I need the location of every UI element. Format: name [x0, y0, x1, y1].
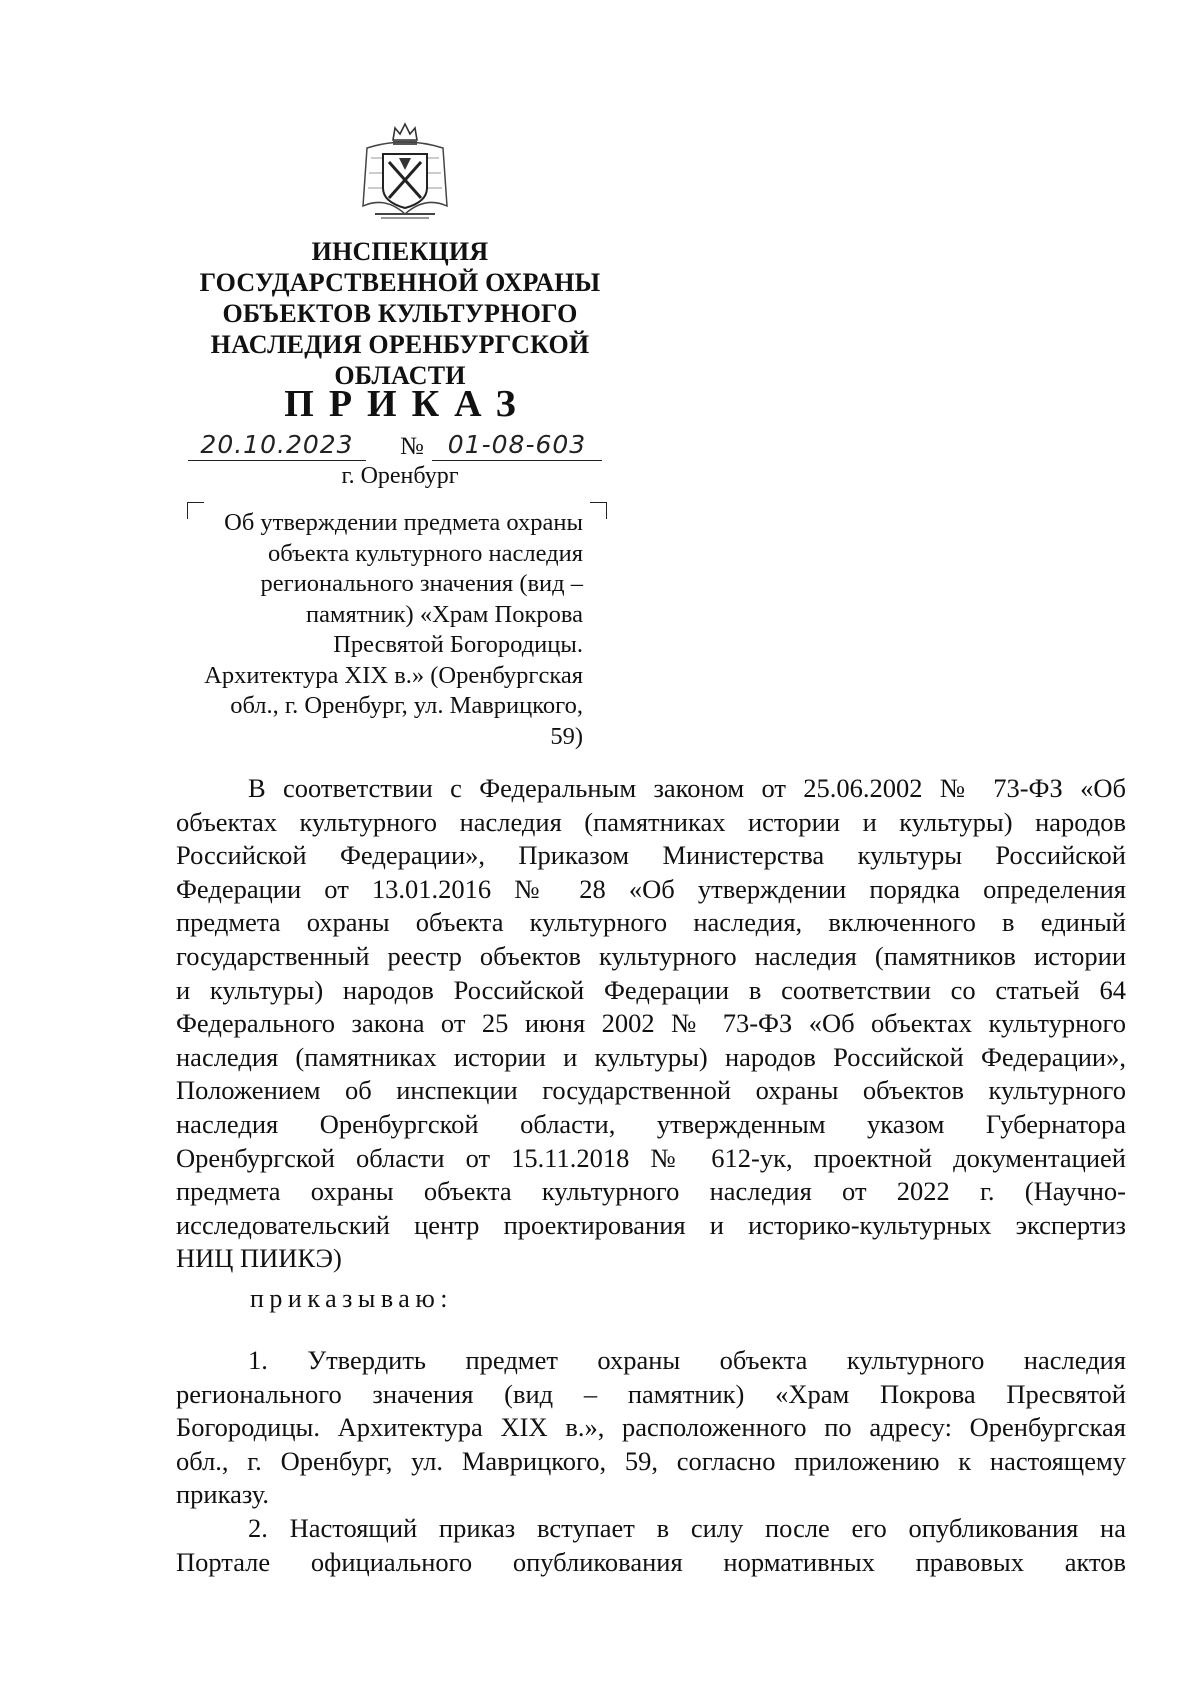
preamble-line: государственный реестр объектов культурного наследия (памятников истории — [176, 940, 1126, 971]
preamble-line: предмета охраны объекта культурного наследия от 2022 г. (Научно- — [176, 1176, 1126, 1207]
preamble-line: Оренбургской области от 15.11.2018 № 612-ук, проектной документацией — [176, 1142, 1126, 1173]
order-item-line: 1. Утвердить предмет охраны объекта культурного наследия — [248, 1345, 1126, 1375]
preamble-line: Федерального закона от 25 июня 2002 № 73-ФЗ «Об объектах культурного — [176, 1008, 1126, 1039]
order-item-line: приказу. — [176, 1479, 269, 1510]
preamble-line: Положением об инспекции государственной охраны объектов культурного — [176, 1075, 1126, 1106]
organization-line: ГОСУДАРСТВЕННОЙ ОХРАНЫ — [199, 268, 601, 297]
preamble-line: Федерации от 13.01.2016 № 28 «Об утверждении порядка определения — [176, 873, 1126, 904]
organization-name — [180, 236, 620, 391]
subject-line: 59) — [550, 722, 583, 750]
order-item-line: 2. Настоящий приказ вступает в силу после его опубликования на — [248, 1512, 1126, 1543]
preamble-line: исследовательский центр проектирования и историко-культурных экспертиз — [176, 1209, 1126, 1240]
subject-line: Архитектура XIX в.» (Оренбургская — [204, 661, 583, 689]
preamble-line: Российской Федерации», Приказом Министерства культуры Российской — [176, 840, 1126, 871]
subject-line: памятник) «Храм Покрова — [305, 600, 583, 628]
coat-of-arms-icon — [355, 118, 455, 228]
organization-line: ОБЛАСТИ — [334, 361, 466, 390]
preamble-line: В соответствии с Федеральным законом от 25.06.2002 № 73-ФЗ «Об — [248, 773, 1126, 803]
organization-line: ИНСПЕКЦИЯ — [311, 237, 489, 266]
preamble-line: предмета охраны объекта культурного наследия, включенного в единый — [176, 907, 1126, 938]
order-item-line: Портале официального опубликования нормативных правовых актов — [176, 1546, 1126, 1577]
organization-line: НАСЛЕДИЯ ОРЕНБУРГСКОЙ — [210, 330, 590, 359]
order-number: 01-08-603 — [432, 430, 602, 461]
preamble-line: НИЦ ПИИКЭ) — [176, 1243, 342, 1274]
order-item-line: Богородицы. Архитектура XIX в.», расположенного по адресу: Оренбургская — [176, 1412, 1126, 1443]
order-item-line: регионального значения (вид – памятник) «Храм Покрова Пресвятой — [176, 1378, 1126, 1409]
document-type-title: ПРИКАЗ — [284, 383, 531, 425]
preamble-paragraph — [176, 772, 1126, 1276]
order-item-line: обл., г. Оренбург, ул. Маврицкого, 59, согласно приложению к настоящему — [176, 1445, 1126, 1476]
order-date: 20.10.2023 — [188, 430, 366, 461]
number-label: № — [400, 433, 424, 460]
preamble-line: и культуры) народов Российской Федерации в соответствии со статьей 64 — [176, 974, 1126, 1005]
organization-line: ОБЪЕКТОВ КУЛЬТУРНОГО — [222, 299, 578, 328]
subject-line: Пресвятой Богородицы. — [333, 631, 583, 658]
preamble-line: объектах культурного наследия (памятниках истории и культуры) народов — [176, 806, 1126, 837]
subject-line: Об утверждении предмета охраны — [224, 509, 583, 536]
order-items — [176, 1344, 1126, 1579]
subject-bracket-right — [590, 502, 607, 519]
preamble-line: наследия Оренбургской области, утвержденным указом Губернатора — [176, 1108, 1126, 1139]
subject-line: объекта культурного наследия — [268, 539, 583, 567]
subject-line: регионального значения (вид – — [260, 570, 583, 597]
city: г. Оренбург — [341, 463, 459, 489]
order-subject — [200, 508, 583, 752]
order-word: приказываю: — [250, 1284, 453, 1313]
preamble-line: наследия (памятниках истории и культуры) народов Российской Федерации», — [176, 1041, 1126, 1072]
subject-line: обл., г. Оренбург, ул. Маврицкого, — [230, 692, 583, 719]
